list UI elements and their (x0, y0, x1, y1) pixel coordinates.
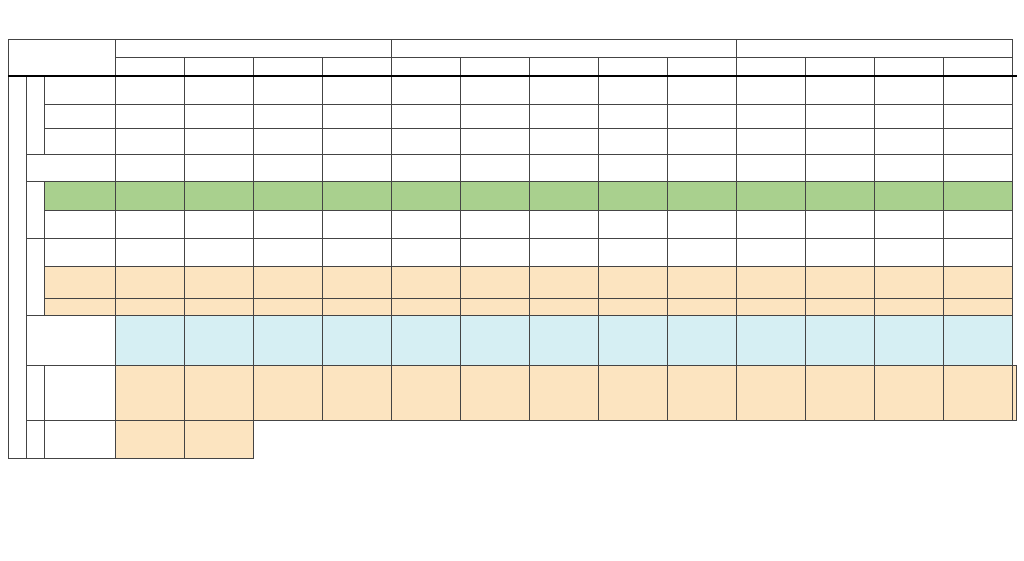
hrusovany-cell (806, 366, 875, 421)
kazani-cell (116, 267, 185, 299)
hudba-cell (392, 155, 461, 182)
tridy-cell (737, 211, 806, 239)
b_vedeni-cell (944, 239, 1013, 267)
date-header (737, 58, 806, 76)
row-label-hudba (27, 155, 116, 182)
month-header (116, 40, 392, 58)
b_vedeni-cell (323, 239, 392, 267)
hrusovany-cell (944, 366, 1013, 421)
odpoledne-cell (944, 316, 1013, 366)
prenos-cell (254, 129, 323, 155)
kazani-cell (668, 267, 737, 299)
ss_vedeni-cell (392, 182, 461, 211)
odpoledne-cell (323, 316, 392, 366)
tridy-cell (944, 211, 1013, 239)
hrusovany-cell (254, 366, 323, 421)
date-header (116, 58, 185, 76)
tridy-cell (806, 211, 875, 239)
odpoledne-cell (806, 316, 875, 366)
hudba-cell (668, 155, 737, 182)
tridy-cell (323, 211, 392, 239)
pribeh-cell (944, 299, 1013, 316)
kazani-cell (254, 267, 323, 299)
ss_vedeni-cell (116, 182, 185, 211)
znojmo-cell (323, 76, 392, 105)
hudba-cell (806, 155, 875, 182)
znojmo-cell (392, 76, 461, 105)
tridy-cell (185, 211, 254, 239)
ss_vedeni-cell (530, 182, 599, 211)
kazani-cell (944, 267, 1013, 299)
row-label-pribeh (45, 299, 116, 316)
pribeh-cell (461, 299, 530, 316)
section-technika (27, 76, 45, 155)
month-header (392, 40, 737, 58)
prenos-cell (944, 129, 1013, 155)
hrusovany-cell (185, 366, 254, 421)
pribeh-cell (737, 299, 806, 316)
ozvuceni-cell (461, 105, 530, 129)
row-label-kazani (45, 267, 116, 299)
prenos-cell (185, 129, 254, 155)
tridy-cell (599, 211, 668, 239)
port-cell (185, 421, 254, 459)
kazani-cell (875, 267, 944, 299)
odpoledne-cell (254, 316, 323, 366)
kazani-cell (530, 267, 599, 299)
b_vedeni-cell (806, 239, 875, 267)
section-ss (27, 182, 45, 239)
year-cell (9, 40, 116, 76)
hrusovany-cell (323, 366, 392, 421)
date-header (185, 58, 254, 76)
section-port-spacer (45, 421, 116, 459)
prenos-cell (806, 129, 875, 155)
b_vedeni-cell (599, 239, 668, 267)
ss_vedeni-cell (806, 182, 875, 211)
section-hrusovany-spacer (45, 366, 116, 421)
date-header (392, 58, 461, 76)
hudba-cell (944, 155, 1013, 182)
b_vedeni-cell (875, 239, 944, 267)
tridy-cell (116, 211, 185, 239)
znojmo-cell (254, 76, 323, 105)
b_vedeni-cell (254, 239, 323, 267)
znojmo-cell (530, 76, 599, 105)
row-label-kazani (116, 421, 185, 459)
ss_vedeni-cell (944, 182, 1013, 211)
row-label-ozvuceni (45, 105, 116, 129)
ozvuceni-cell (392, 105, 461, 129)
kazani-cell (323, 267, 392, 299)
hudba-cell (530, 155, 599, 182)
row-label-kazani (116, 366, 185, 421)
pribeh-cell (392, 299, 461, 316)
kazani-cell (185, 267, 254, 299)
pribeh-cell (599, 299, 668, 316)
date-header (806, 58, 875, 76)
ozvuceni-cell (185, 105, 254, 129)
odpoledne-cell (530, 316, 599, 366)
znojmo-cell (116, 76, 185, 105)
pribeh-cell (806, 299, 875, 316)
pribeh-cell (116, 299, 185, 316)
b_vedeni-cell (530, 239, 599, 267)
kazani-cell (392, 267, 461, 299)
ss_vedeni-cell (323, 182, 392, 211)
ss_vedeni-cell (668, 182, 737, 211)
ozvuceni-cell (116, 105, 185, 129)
kazani-cell (806, 267, 875, 299)
b_vedeni-cell (116, 239, 185, 267)
hrusovany-cell (737, 366, 806, 421)
tridy-cell (530, 211, 599, 239)
row-label-znojmo (45, 76, 116, 105)
date-header (254, 58, 323, 76)
row-label-vedeni (45, 182, 116, 211)
odpoledne-cell (392, 316, 461, 366)
date-header (530, 58, 599, 76)
kazani-cell (599, 267, 668, 299)
ss_vedeni-cell (254, 182, 323, 211)
ozvuceni-cell (668, 105, 737, 129)
znojmo-cell (461, 76, 530, 105)
section-hrusovany (27, 366, 45, 421)
odpoledne-cell (668, 316, 737, 366)
hudba-cell (461, 155, 530, 182)
tridy-cell (392, 211, 461, 239)
section-bohosluzba (27, 239, 45, 316)
ozvuceni-cell (806, 105, 875, 129)
prenos-cell (461, 129, 530, 155)
odpoledne-cell (737, 316, 806, 366)
date-header (461, 58, 530, 76)
prenos-cell (668, 129, 737, 155)
ss_vedeni-cell (461, 182, 530, 211)
prenos-cell (116, 129, 185, 155)
odpoledne-cell (461, 316, 530, 366)
hrusovany-cell (392, 366, 461, 421)
odpoledne-cell (116, 316, 185, 366)
row-label-prenos (45, 129, 116, 155)
hudba-cell (323, 155, 392, 182)
ss_vedeni-cell (185, 182, 254, 211)
date-header (599, 58, 668, 76)
b_vedeni-cell (185, 239, 254, 267)
tridy-cell (254, 211, 323, 239)
date-header (875, 58, 944, 76)
pribeh-cell (323, 299, 392, 316)
hudba-cell (116, 155, 185, 182)
tridy-cell (668, 211, 737, 239)
hrusovany-cell (668, 366, 737, 421)
prenos-cell (599, 129, 668, 155)
row-label-odpoledne (27, 316, 116, 366)
date-header (668, 58, 737, 76)
znojmo-cell (185, 76, 254, 105)
ss_vedeni-cell (875, 182, 944, 211)
hudba-cell (737, 155, 806, 182)
pribeh-cell (668, 299, 737, 316)
znojmo-cell (875, 76, 944, 105)
hrusovany-cell (599, 366, 668, 421)
row-label-vedeni (45, 239, 116, 267)
znojmo-cell (944, 76, 1013, 105)
hrusovany-cell (1013, 366, 1017, 421)
ozvuceni-cell (737, 105, 806, 129)
kazani-cell (461, 267, 530, 299)
pribeh-cell (254, 299, 323, 316)
znojmo-cell (668, 76, 737, 105)
ozvuceni-cell (323, 105, 392, 129)
znojmo-cell (806, 76, 875, 105)
odpoledne-cell (875, 316, 944, 366)
odpoledne-cell (185, 316, 254, 366)
hrusovany-cell (530, 366, 599, 421)
hudba-cell (254, 155, 323, 182)
znojmo-cell (599, 76, 668, 105)
pribeh-cell (530, 299, 599, 316)
prenos-cell (323, 129, 392, 155)
b_vedeni-cell (461, 239, 530, 267)
prenos-cell (392, 129, 461, 155)
pribeh-cell (875, 299, 944, 316)
ss_vedeni-cell (737, 182, 806, 211)
ozvuceni-cell (944, 105, 1013, 129)
date-header (323, 58, 392, 76)
hudba-cell (599, 155, 668, 182)
date-header (944, 58, 1013, 76)
hudba-cell (875, 155, 944, 182)
b_vedeni-cell (737, 239, 806, 267)
section-znojmo-vesela (9, 76, 27, 459)
prenos-cell (530, 129, 599, 155)
month-header (737, 40, 1013, 58)
znojmo-cell (737, 76, 806, 105)
ozvuceni-cell (530, 105, 599, 129)
section-port (27, 421, 45, 459)
ozvuceni-cell (254, 105, 323, 129)
hudba-cell (185, 155, 254, 182)
row-label-tridy (45, 211, 116, 239)
prenos-cell (875, 129, 944, 155)
b_vedeni-cell (668, 239, 737, 267)
prenos-cell (737, 129, 806, 155)
pribeh-cell (185, 299, 254, 316)
b_vedeni-cell (392, 239, 461, 267)
tridy-cell (461, 211, 530, 239)
ozvuceni-cell (599, 105, 668, 129)
schedule-table (8, 39, 1017, 550)
kazani-cell (737, 267, 806, 299)
odpoledne-cell (599, 316, 668, 366)
hrusovany-cell (875, 366, 944, 421)
tridy-cell (875, 211, 944, 239)
ozvuceni-cell (875, 105, 944, 129)
ss_vedeni-cell (599, 182, 668, 211)
hrusovany-cell (461, 366, 530, 421)
